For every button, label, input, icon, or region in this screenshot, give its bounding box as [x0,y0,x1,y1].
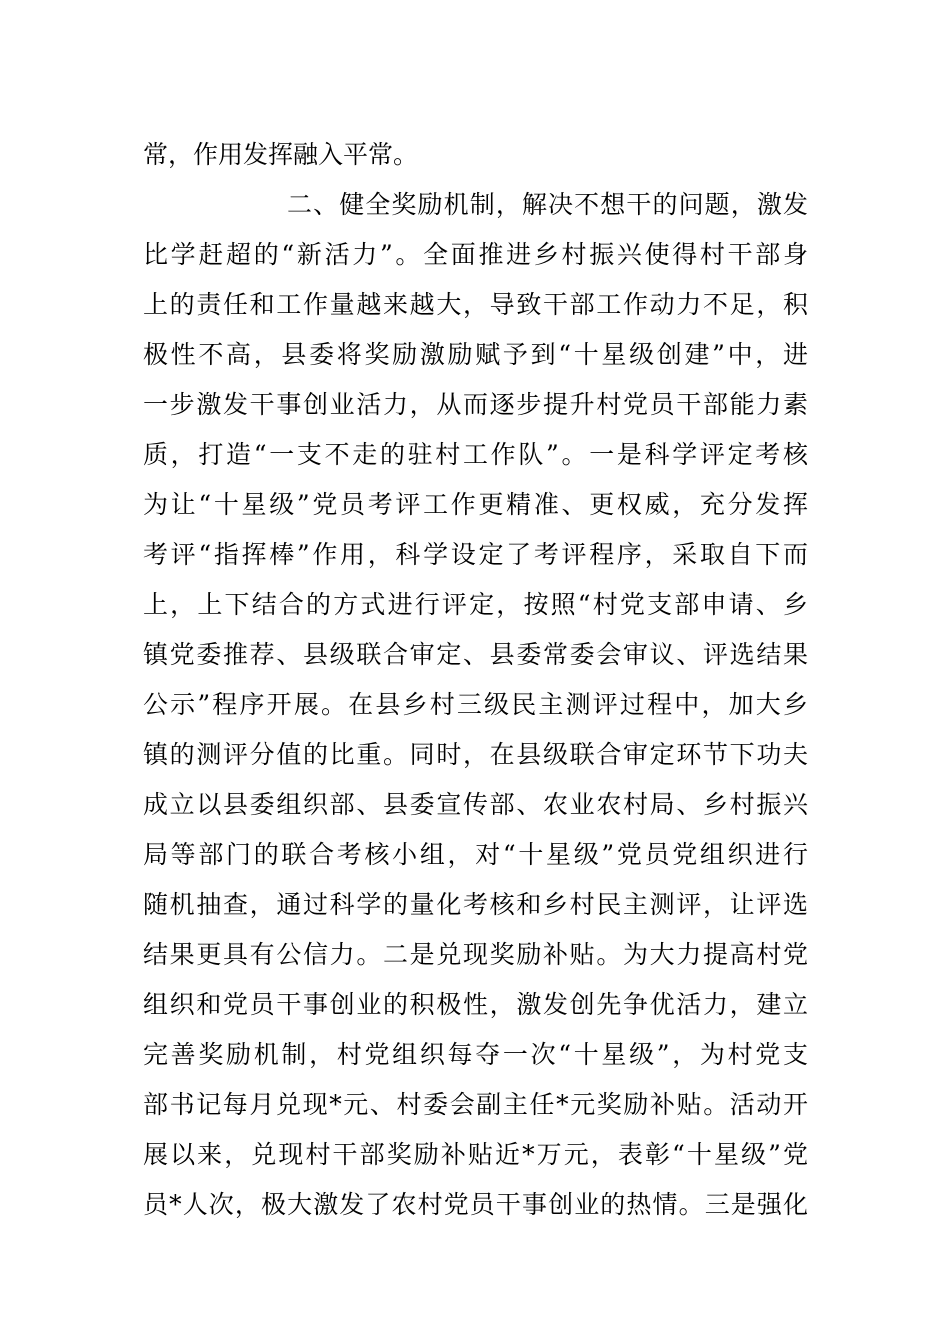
text-line: 组织和党员干事创业的积极性，激发创先争优活力，建立 [143,990,808,1019]
text-line: 局等部门的联合考核小组，对“十星级”党员党组织进行 [143,840,808,869]
text-line: 上的责任和工作量越来越大，导致干部工作动力不足，积 [143,290,808,319]
text-line: 上，上下结合的方式进行评定，按照“村党支部申请、乡 [143,590,808,619]
text-line: 二、健全奖励机制，解决不想干的问题，激发 [287,190,808,219]
text-line: 镇的测评分值的比重。同时，在县级联合审定环节下功夫 [143,740,808,769]
text-line: 质，打造“一支不走的驻村工作队”。一是科学评定考核 [143,440,808,469]
text-line: 公示”程序开展。在县乡村三级民主测评过程中，加大乡 [143,690,808,719]
text-line: 成立以县委组织部、县委宣传部、农业农村局、乡村振兴 [143,790,808,819]
text-line: 镇党委推荐、县级联合审定、县委常委会审议、评选结果 [143,640,808,669]
text-line: 展以来，兑现村干部奖励补贴近*万元，表彰“十星级”党 [143,1140,808,1169]
text-line: 为让“十星级”党员考评工作更精准、更权威，充分发挥 [143,490,808,519]
text-line: 随机抽查，通过科学的量化考核和乡村民主测评，让评选 [143,890,808,919]
text-line: 一步激发干事创业活力，从而逐步提升村党员干部能力素 [143,390,808,419]
text-line: 常，作用发挥融入平常。 [143,140,419,169]
text-line: 结果更具有公信力。二是兑现奖励补贴。为大力提高村党 [143,940,808,969]
text-line: 考评“指挥棒”作用，科学设定了考评程序，采取自下而 [143,540,808,569]
text-line: 比学赶超的“新活力”。全面推进乡村振兴使得村干部身 [143,240,808,269]
text-line: 完善奖励机制，村党组织每夺一次“十星级”，为村党支 [143,1040,808,1069]
text-line: 员*人次，极大激发了农村党员干事创业的热情。三是强化 [143,1190,808,1219]
text-line: 极性不高，县委将奖励激励赋予到“十星级创建”中，进 [143,340,808,369]
text-line: 部书记每月兑现*元、村委会副主任*元奖励补贴。活动开 [143,1090,808,1119]
